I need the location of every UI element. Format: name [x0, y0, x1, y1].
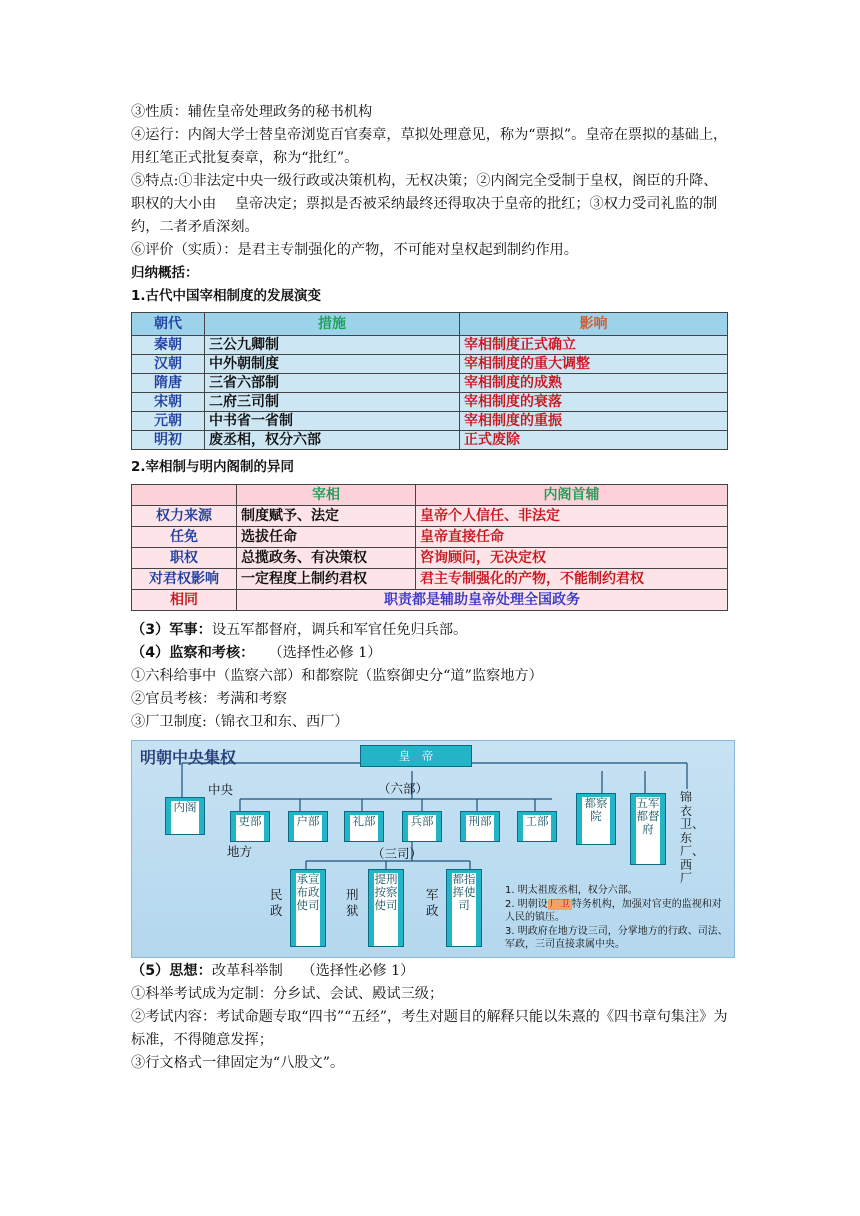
- duchayuan-box: [576, 793, 616, 845]
- ministry-label: 礼部: [350, 815, 378, 841]
- table-cell: 一定程度上制约君权: [237, 569, 416, 590]
- table-row: [132, 355, 728, 374]
- diagram-notes: [505, 884, 729, 952]
- table-cell: 制度赋予、法定: [237, 506, 416, 527]
- table-row: [132, 374, 728, 393]
- table-row: [132, 527, 728, 548]
- table-cell: 宰相制度的重大调整: [460, 355, 728, 374]
- jinyiwei-label: 锦衣卫、东厂、西厂: [680, 790, 705, 885]
- table-cell: 中外朝制度: [205, 355, 460, 374]
- table-cell: 相同: [132, 590, 237, 611]
- note-text: 特务机构，加强对官吏的监视和对人民的镇压。: [505, 898, 722, 923]
- table-cell: 任免: [132, 527, 237, 548]
- cabinet-label: 内阁: [171, 801, 199, 834]
- six-ministries-label: （六部）: [378, 781, 429, 796]
- thought-paragraph: [131, 960, 731, 983]
- table-row: [132, 506, 728, 527]
- note-line: 3. 明政府在地方设三司，分掌地方的行政、司法、军政，三司直接隶属中央。: [505, 925, 728, 950]
- header-cell: [132, 485, 237, 506]
- table-cell: 皇帝个人信任、非法定: [416, 506, 728, 527]
- paragraph-operation: ④运行：内阁大学士替皇帝浏览百官奏章，草拟处理意见，称为“票拟”。皇帝在票拟的基础上，用红笔正式批复奏章，称为“批红”。: [131, 127, 728, 166]
- thought-item: ②考试内容：考试命题专取“四书”“五经”，考生对题目的解释只能以朱熹的《四书章句集注》为标准，不得随意发挥；: [131, 1009, 728, 1048]
- emperor-box: 皇 帝: [360, 745, 472, 767]
- local-label: 地方: [227, 844, 253, 859]
- supervision-label: （4）监察和考核：: [131, 645, 248, 661]
- military-admin-label: 军政: [426, 887, 439, 918]
- ministry-label: 刑部: [466, 815, 494, 841]
- table-cell: 职责都是辅助皇帝处理全国政务: [237, 590, 728, 611]
- diagram-title: 明朝中央集权: [140, 748, 237, 767]
- table-cell: 秦朝: [132, 336, 205, 355]
- supervision-item: ①六科给事中（监察六部）和都察院（监察御史分“道”监察地方）: [131, 668, 543, 684]
- supervision-paragraph: [131, 642, 731, 665]
- three-office-label: 提刑按察使司: [374, 873, 398, 946]
- table-row: [132, 393, 728, 412]
- table-cell: 正式废除: [460, 431, 728, 450]
- wujun-box: [630, 793, 666, 865]
- paragraph-nature: ③性质：辅佐皇帝处理政务的秘书机构: [131, 104, 373, 120]
- central-label: 中央: [208, 782, 234, 797]
- table-cell: 君主专制强化的产物，不能制约君权: [416, 569, 728, 590]
- three-office-box: [446, 869, 482, 947]
- duchayuan-label: 都察院: [582, 797, 610, 844]
- table-cell: 宋朝: [132, 393, 205, 412]
- military-label: （3）军事：: [131, 622, 212, 638]
- table-row: [132, 412, 728, 431]
- military-text: 设五军都督府，调兵和军官任免归兵部。: [211, 622, 468, 638]
- table1-heading: 1.古代中国宰相制度的发展演变: [131, 288, 322, 304]
- ministry-label: 户部: [294, 815, 322, 841]
- table-cell: 隋唐: [132, 374, 205, 393]
- table-cell: 宰相制度的重振: [460, 412, 728, 431]
- document-page: [131, 101, 731, 1075]
- table-row: [132, 431, 728, 450]
- ministry-box: [288, 811, 328, 842]
- table-cell: 三省六部制: [205, 374, 460, 393]
- table-cell: 咨询顾问，无决定权: [416, 548, 728, 569]
- table-row: [132, 590, 728, 611]
- ministry-label: 兵部: [408, 815, 436, 841]
- header-cell: 影响: [460, 313, 728, 336]
- thought-item: ③行文格式一律固定为“八股文”。: [131, 1055, 345, 1071]
- ministry-label: 工部: [523, 815, 551, 841]
- ministry-label: 吏部: [236, 815, 264, 841]
- header-cell: 内阁首辅: [416, 485, 728, 506]
- supervision-item: ③厂卫制度:（锦衣卫和东、西厂）: [131, 714, 349, 730]
- table-cell: 总揽政务、有决策权: [237, 548, 416, 569]
- paragraph-features: ⑤特点:①非法定中央一级行政或决策机构，无权决策；②内阁完全受制于皇权，阁臣的升降、职权的大小由 皇帝决定；票拟是否被采纳最终还得取决于皇帝的批红；③权力受司礼监的制约，二者矛盾深刻。: [131, 173, 718, 235]
- three-office-label: 都指挥使司: [452, 873, 476, 946]
- table-cell: 三公九卿制: [205, 336, 460, 355]
- cabinet-comparison-table: [131, 484, 728, 611]
- table-cell: 宰相制度的成熟: [460, 374, 728, 393]
- header-cell: 宰相: [237, 485, 416, 506]
- note-line: 1. 明太祖废丞相，权分六部。: [505, 885, 638, 896]
- cabinet-box: [165, 797, 205, 835]
- table-header-row: [132, 313, 728, 336]
- note-text: 2. 明朝设: [505, 898, 548, 910]
- thought-text: 改革科举制 （选择性必修 1）: [211, 963, 415, 979]
- table-cell: 宰相制度的衰落: [460, 393, 728, 412]
- ming-centralization-diagram: [131, 740, 735, 958]
- supervision-suffix: （选择性必修 1）: [247, 645, 382, 661]
- table-cell: 明初: [132, 431, 205, 450]
- military-paragraph: [131, 619, 731, 642]
- judicial-label: 刑狱: [346, 887, 359, 918]
- table-row: [132, 569, 728, 590]
- ministry-box: [460, 811, 500, 842]
- table-cell: 汉朝: [132, 355, 205, 374]
- note-line: [505, 898, 729, 925]
- header-cell: 措施: [205, 313, 460, 336]
- ministry-box: [517, 811, 557, 842]
- table-cell: 皇帝直接任命: [416, 527, 728, 548]
- table-cell: 职权: [132, 548, 237, 569]
- table-cell: 对君权影响: [132, 569, 237, 590]
- three-office-label: 承宣布政使司: [296, 873, 320, 946]
- table-cell: 二府三司制: [205, 393, 460, 412]
- header-cell: 朝代: [132, 313, 205, 336]
- table-row: [132, 336, 728, 355]
- highlight-factory-guard: 厂卫: [549, 898, 570, 910]
- supervision-item: ②官员考核：考满和考察: [131, 691, 288, 707]
- wujun-label: 五军都督府: [636, 797, 660, 864]
- table-cell: 中书省一省制: [205, 412, 460, 431]
- table-header-row: [132, 485, 728, 506]
- table-cell: 废丞相，权分六部: [205, 431, 460, 450]
- ministry-box: [230, 811, 270, 842]
- thought-item: ①科举考试成为定制：分乡试、会试、殿试三级；: [131, 986, 444, 1002]
- summary-heading: 归纳概括：: [131, 265, 199, 281]
- three-office-box: [368, 869, 404, 947]
- table-cell: 宰相制度正式确立: [460, 336, 728, 355]
- table-cell: 选拔任命: [237, 527, 416, 548]
- ministry-box: [344, 811, 384, 842]
- three-office-box: [290, 869, 326, 947]
- prime-minister-evolution-table: [131, 312, 728, 450]
- table-row: [132, 548, 728, 569]
- table2-heading: 2.宰相制与明内阁制的异同: [131, 459, 295, 475]
- three-offices-label: （三司）: [372, 846, 423, 861]
- civil-admin-label: 民政: [270, 887, 283, 918]
- ministry-box: [402, 811, 442, 842]
- table-cell: 权力来源: [132, 506, 237, 527]
- paragraph-evaluation: ⑥评价（实质）：是君主专制强化的产物，不可能对皇权起到制约作用。: [131, 242, 578, 258]
- thought-label: （5）思想：: [131, 963, 212, 979]
- table-cell: 元朝: [132, 412, 205, 431]
